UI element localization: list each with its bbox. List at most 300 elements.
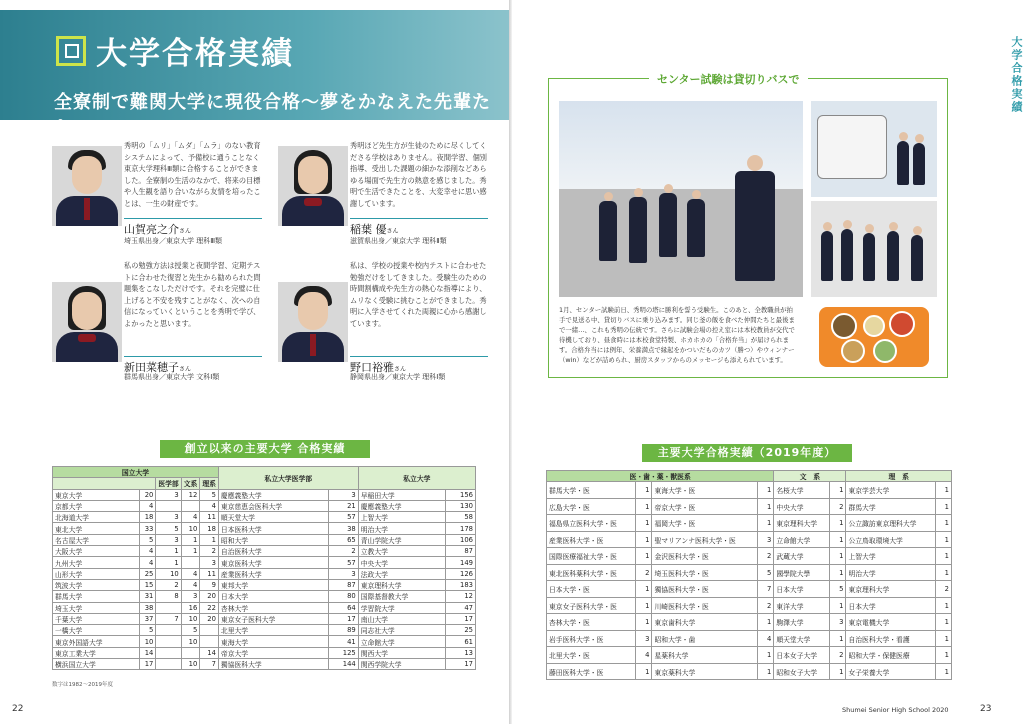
- table-row: [547, 515, 952, 532]
- table-cell: 1: [636, 482, 652, 499]
- table-cell: 東京女子医科大学: [218, 613, 328, 624]
- table-cell: 明治大学: [358, 523, 445, 534]
- table-row: [547, 531, 952, 548]
- table-cell: 7: [758, 581, 774, 598]
- table-cell: 87: [328, 579, 358, 590]
- table-cell: 昭和大学・保健医療: [846, 647, 936, 664]
- table-cell: 川崎医科大学・医: [652, 597, 758, 614]
- table-cell: 17: [446, 659, 476, 670]
- table-cell: 岩手医科大学・医: [547, 630, 636, 647]
- table-cell: 昭和大学: [218, 534, 328, 545]
- student-photo-4: [278, 282, 348, 362]
- title-banner: [0, 10, 512, 139]
- table-cell: 1: [636, 531, 652, 548]
- table-cell: 5: [758, 564, 774, 581]
- table-cell: 北里大学: [218, 625, 328, 636]
- table-cell: 10: [181, 523, 200, 534]
- table-cell: 2: [156, 579, 181, 590]
- table-cell: 10: [181, 659, 200, 670]
- table-cell: [156, 500, 181, 511]
- table-cell: 東海大学: [218, 636, 328, 647]
- table-cell: 千葉大学: [53, 613, 140, 624]
- table-row: [53, 512, 476, 523]
- table-cell: 東京工業大学: [53, 647, 140, 658]
- table-cell: [200, 625, 219, 636]
- table-cell: 横浜国立大学: [53, 659, 140, 670]
- table-cell: 北里大学・医: [547, 647, 636, 664]
- table-cell: 4: [200, 500, 219, 511]
- table-row: [547, 498, 952, 515]
- table-cell: 130: [446, 500, 476, 511]
- student-photo-3: [52, 282, 122, 362]
- table-cell: 1: [636, 581, 652, 598]
- table-cell: 上智大学: [358, 512, 445, 523]
- table-cell: 3: [156, 534, 181, 545]
- table-cell: 33: [140, 523, 156, 534]
- table-cell: 12: [181, 489, 200, 500]
- table-cell: 20: [200, 591, 219, 602]
- table-cell: 3: [758, 531, 774, 548]
- 2019-results-table: [546, 470, 952, 680]
- table-row: [53, 602, 476, 613]
- table-cell: 7: [200, 659, 219, 670]
- table-row: [53, 659, 476, 670]
- table-cell: 8: [156, 591, 181, 602]
- table-cell: 1: [636, 498, 652, 515]
- table-cell: 大阪大学: [53, 546, 140, 557]
- table-cell: 1: [936, 647, 952, 664]
- sub-header-lit: 文系: [181, 478, 200, 489]
- table-cell: 1: [830, 663, 846, 680]
- table-cell: 10: [181, 636, 200, 647]
- table-cell: 中央大学: [774, 498, 830, 515]
- table-cell: 106: [446, 534, 476, 545]
- table-cell: 杏林大学: [218, 602, 328, 613]
- table-cell: 自治医科大学: [218, 546, 328, 557]
- photo-description: 1月、センター試験前日、秀明の塔に勝利を誓う受験生。このあと、全教職員が拍手で見送る中、貸切りバスに乗り込みます。同じ釜の飯を食べた仲間たちと最後まで一緒…、これも秀明の伝統です。さらに試験会場の控え室には本校教員が交代で待機しており、昼食時には本校食堂特製、ホカホカの「合格弁当」が届けられます。合格弁当には例年、栄養満点で縁起をかついだものカツ（勝つ）やウィンナー（win）などが詰められ、厨房スタッフからのメッセージも添えられています。: [559, 306, 795, 364]
- table-cell: 149: [446, 557, 476, 568]
- page-title: 大学合格実績: [96, 36, 294, 72]
- table-cell: 関西学院大学: [358, 659, 445, 670]
- table-cell: 武蔵大学: [774, 548, 830, 565]
- table-cell: 1: [156, 557, 181, 568]
- table-cell: 1: [636, 515, 652, 532]
- sub-header-sci: 理系: [200, 478, 219, 489]
- photo-lunch-tray: [811, 301, 937, 371]
- table-cell: 1: [936, 515, 952, 532]
- table-cell: 1: [830, 531, 846, 548]
- table-row: [547, 564, 952, 581]
- table-cell: 37: [140, 613, 156, 624]
- table-cell: 中央大学: [358, 557, 445, 568]
- table-cell: 21: [328, 500, 358, 511]
- table-cell: 東京電機大学: [846, 614, 936, 631]
- table-cell: 埼玉医科大学・医: [652, 564, 758, 581]
- table-cell: 17: [140, 659, 156, 670]
- photo-bus: [811, 101, 937, 197]
- table-cell: 明治大学: [846, 564, 936, 581]
- table-cell: [200, 636, 219, 647]
- table-cell: 1: [636, 597, 652, 614]
- table-cell: 18: [140, 512, 156, 523]
- table-cell: 1: [181, 546, 200, 557]
- table-row: [53, 500, 476, 511]
- table-cell: 順天堂大学: [774, 630, 830, 647]
- table-note: 数字は1982〜2019年度: [52, 682, 113, 688]
- table-cell: 12: [446, 591, 476, 602]
- photo-students-cheering: [559, 101, 803, 297]
- table-cell: 5: [140, 534, 156, 545]
- table-cell: 17: [328, 613, 358, 624]
- recent-table-title: 主要大学合格実績（2019年度）: [642, 444, 852, 462]
- table-row: [547, 548, 952, 565]
- table-cell: 20: [200, 613, 219, 624]
- table-cell: 1: [636, 548, 652, 565]
- table-cell: 1: [936, 482, 952, 499]
- table-row: [547, 663, 952, 680]
- table-cell: 1: [830, 515, 846, 532]
- table-cell: 産業医科大学・医: [547, 531, 636, 548]
- table-cell: 1: [936, 498, 952, 515]
- right-page: [512, 0, 1024, 724]
- table-cell: 東京医科大学: [218, 557, 328, 568]
- student-origin-3: 群馬県出身／東京大学 文科Ⅰ類: [124, 373, 220, 381]
- table-cell: 東北大学: [53, 523, 140, 534]
- table-cell: 178: [446, 523, 476, 534]
- page-number-right: 23: [980, 704, 992, 714]
- table-cell: 獨協医科大学・医: [652, 581, 758, 598]
- table-cell: 156: [446, 489, 476, 500]
- table-cell: 4: [636, 647, 652, 664]
- table-cell: 山形大学: [53, 568, 140, 579]
- table-cell: 群馬大学: [846, 498, 936, 515]
- table-cell: 公立鳥取環境大学: [846, 531, 936, 548]
- student-origin-4: 静岡県出身／東京大学 理科Ⅰ類: [350, 373, 446, 381]
- student-name-3: 新田菜穂子さん: [124, 356, 262, 375]
- table-cell: 1: [636, 663, 652, 680]
- table-cell: 183: [446, 579, 476, 590]
- table-cell: 東京学芸大学: [846, 482, 936, 499]
- table-cell: 日本大学・医: [547, 581, 636, 598]
- table-cell: 1: [936, 663, 952, 680]
- table-cell: 4: [140, 500, 156, 511]
- table-cell: 獨協医科大学: [218, 659, 328, 670]
- table-cell: 1: [758, 647, 774, 664]
- table-cell: 3: [830, 614, 846, 631]
- table-cell: 2: [636, 564, 652, 581]
- table-cell: 東海大学・医: [652, 482, 758, 499]
- table-cell: 2: [328, 546, 358, 557]
- table-cell: 自治医科大学・看護: [846, 630, 936, 647]
- table-cell: [181, 557, 200, 568]
- page-number-left: 22: [12, 704, 24, 714]
- table-cell: 4: [140, 557, 156, 568]
- table-cell: 筑波大学: [53, 579, 140, 590]
- table-cell: 立教大学: [358, 546, 445, 557]
- student-comment-1: 秀明の「ムリ」「ムダ」「ムラ」のない教育システムによって、予備校に通うことなく東京大学理科Ⅲ類に合格することができました。全寮制の生活のなかで、将来の目標や人生観を語り合いながら友情を培ったことは、一生の財産です。: [124, 141, 261, 208]
- table-cell: 5: [181, 625, 200, 636]
- table-cell: 11: [200, 568, 219, 579]
- table-cell: 名古屋大学: [53, 534, 140, 545]
- table-cell: 昭和大学・歯: [652, 630, 758, 647]
- student-name-2: 稲葉 優さん: [350, 218, 488, 237]
- table-cell: 57: [328, 557, 358, 568]
- table-cell: 群馬大学・医: [547, 482, 636, 499]
- national-univ-header: 国立大学: [53, 467, 219, 478]
- student-comment-4: 私は、学校の授業や校内テストに合わせた勉強だけをしてきました。受験生のための時間割構成や先生方の熱心な指導により、ムリなく受験に挑むことができました。秀明に入学させてくれた両親に心から感謝しています。: [350, 261, 487, 328]
- table-cell: 1: [758, 498, 774, 515]
- table-cell: 一橋大学: [53, 625, 140, 636]
- table-cell: 1: [636, 614, 652, 631]
- table-cell: 東京薬科大学: [652, 663, 758, 680]
- table-row: [53, 568, 476, 579]
- table-cell: 1: [830, 597, 846, 614]
- table-row: [53, 579, 476, 590]
- table-cell: 4: [181, 568, 200, 579]
- table-cell: 7: [156, 613, 181, 624]
- table-cell: 16: [181, 602, 200, 613]
- table-cell: 2: [758, 597, 774, 614]
- table-cell: 東京女子医科大学・医: [547, 597, 636, 614]
- table-cell: 18: [200, 523, 219, 534]
- table-cell: 関西大学: [358, 647, 445, 658]
- table-row: [53, 523, 476, 534]
- table-cell: 2: [936, 581, 952, 598]
- table-cell: 東京理科大学: [774, 515, 830, 532]
- table-row: [53, 613, 476, 624]
- table-cell: 3: [328, 568, 358, 579]
- table-cell: 学習院大学: [358, 602, 445, 613]
- private-univ-header: 私立大学: [358, 467, 475, 490]
- table-cell: [156, 647, 181, 658]
- table-cell: 国際基督教大学: [358, 591, 445, 602]
- table-cell: 125: [328, 647, 358, 658]
- table-row: [547, 630, 952, 647]
- table-cell: 1: [936, 548, 952, 565]
- table-cell: 11: [200, 512, 219, 523]
- table-cell: 聖マリアンナ医科大学・医: [652, 531, 758, 548]
- table-cell: 女子栄養大学: [846, 663, 936, 680]
- table-row: [53, 534, 476, 545]
- table-cell: 5: [200, 489, 219, 500]
- table-cell: 1: [830, 548, 846, 565]
- student-origin-1: 埼玉県出身／東京大学 理科Ⅲ類: [124, 237, 223, 245]
- table-row: [547, 482, 952, 499]
- table-cell: 3: [636, 630, 652, 647]
- table-cell: 東京慈恵会医科大学: [218, 500, 328, 511]
- table-cell: 14: [140, 647, 156, 658]
- side-tab: 大学合格実績: [1002, 30, 1024, 140]
- table-cell: 日本女子大学: [774, 647, 830, 664]
- table-cell: 立命館大学: [774, 531, 830, 548]
- table-cell: 1: [758, 515, 774, 532]
- table-cell: 80: [328, 591, 358, 602]
- table-cell: 上智大学: [846, 548, 936, 565]
- table-cell: [181, 500, 200, 511]
- table-cell: 2: [830, 498, 846, 515]
- table-cell: 順天堂大学: [218, 512, 328, 523]
- table-cell: 61: [446, 636, 476, 647]
- table-cell: 5: [140, 625, 156, 636]
- table-cell: 25: [446, 625, 476, 636]
- table-cell: 立命館大学: [358, 636, 445, 647]
- table-cell: 10: [156, 568, 181, 579]
- table-cell: 1: [830, 564, 846, 581]
- table-cell: 慶應義塾大学: [358, 500, 445, 511]
- table-cell: 1: [936, 531, 952, 548]
- table-cell: 東京外国語大学: [53, 636, 140, 647]
- student-comment-2: 秀明ほど先生方が生徒のために尽くしてくださる学校はありません。夜間学習、個別指導、受出した課題の細かな添削などあらゆる場面で先生方の熱意を感じました。秀明で生活できたことを、大変幸せに思い感謝しています。: [350, 141, 487, 208]
- table-cell: 3: [181, 591, 200, 602]
- table-cell: 1: [758, 663, 774, 680]
- table-cell: 杏林大学・医: [547, 614, 636, 631]
- table-cell: 14: [200, 647, 219, 658]
- table-cell: 日本医科大学: [218, 523, 328, 534]
- table-cell: 星薬科大学: [652, 647, 758, 664]
- table-cell: 41: [328, 636, 358, 647]
- table-row: [547, 581, 952, 598]
- table-cell: 1: [156, 546, 181, 557]
- all-time-results-table: [52, 466, 476, 670]
- table-cell: 金沢医科大学・医: [652, 548, 758, 565]
- all-time-table-title: 創立以来の主要大学 合格実績: [160, 440, 370, 458]
- table-row: [53, 647, 476, 658]
- table-cell: 2: [200, 546, 219, 557]
- table-cell: 2: [830, 647, 846, 664]
- table-cell: 福島県立医科大学・医: [547, 515, 636, 532]
- table-cell: 3: [328, 489, 358, 500]
- table-cell: 東京大学: [53, 489, 140, 500]
- footer-school-name: Shumei Senior High School 2020: [842, 706, 949, 714]
- table-cell: 17: [446, 613, 476, 624]
- table-cell: 4: [181, 579, 200, 590]
- table-cell: 南山大学: [358, 613, 445, 624]
- photo-box: [548, 73, 948, 378]
- student-name-4: 野口裕雅さん: [350, 356, 488, 375]
- table-cell: 駒澤大学: [774, 614, 830, 631]
- table-cell: 帝京大学・医: [652, 498, 758, 515]
- table-cell: 日本大学: [774, 581, 830, 598]
- table-cell: 1: [936, 597, 952, 614]
- med-header: 医・歯・薬・獣医系: [547, 471, 774, 482]
- table-cell: 4: [758, 630, 774, 647]
- table-cell: 東洋大学: [774, 597, 830, 614]
- table-cell: 2: [758, 548, 774, 565]
- table-cell: 同志社大学: [358, 625, 445, 636]
- table-cell: 埼玉大学: [53, 602, 140, 613]
- table-cell: 京都大学: [53, 500, 140, 511]
- table-cell: 九州大学: [53, 557, 140, 568]
- table-cell: 31: [140, 591, 156, 602]
- table-cell: [156, 602, 181, 613]
- table-cell: 北海道大学: [53, 512, 140, 523]
- table-row: [53, 489, 476, 500]
- page-subtitle: 全寮制で難関大学に現役合格〜夢をかなえた先輩たち〜: [54, 92, 491, 139]
- table-cell: 1: [758, 482, 774, 499]
- table-cell: 3: [156, 512, 181, 523]
- private-med-header: 私立大学医学部: [218, 467, 358, 490]
- table-cell: 47: [446, 602, 476, 613]
- photo-students-walking: [811, 201, 937, 297]
- table-cell: 58: [446, 512, 476, 523]
- table-cell: 日本大学: [846, 597, 936, 614]
- table-cell: 38: [140, 602, 156, 613]
- table-cell: 15: [140, 579, 156, 590]
- student-photo-2: [278, 146, 348, 226]
- table-cell: 国際医療福祉大学・医: [547, 548, 636, 565]
- table-cell: 3: [156, 489, 181, 500]
- student-name-1: 山賀亮之介さん: [124, 218, 262, 237]
- table-cell: 群馬大学: [53, 591, 140, 602]
- table-cell: [181, 647, 200, 658]
- table-cell: 1: [830, 630, 846, 647]
- table-cell: 9: [200, 579, 219, 590]
- table-cell: 東邦大学: [218, 579, 328, 590]
- table-row: [53, 591, 476, 602]
- student-photo-1: [52, 146, 122, 226]
- table-cell: 1: [830, 482, 846, 499]
- table-cell: 東京理科大学: [358, 579, 445, 590]
- table-cell: 1: [936, 630, 952, 647]
- table-row: [53, 636, 476, 647]
- sci-header: 理 系: [846, 471, 952, 482]
- table-cell: 東北医科薬科大学・医: [547, 564, 636, 581]
- table-cell: 産業医科大学: [218, 568, 328, 579]
- table-cell: 87: [446, 546, 476, 557]
- table-cell: 慶應義塾大学: [218, 489, 328, 500]
- table-row: [53, 625, 476, 636]
- table-row: [547, 614, 952, 631]
- table-cell: 57: [328, 512, 358, 523]
- table-cell: 5: [156, 523, 181, 534]
- table-row: [547, 647, 952, 664]
- table-cell: 1: [181, 534, 200, 545]
- lit-header: 文 系: [774, 471, 846, 482]
- student-origin-2: 滋賀県出身／東京大学 理科Ⅱ類: [350, 237, 447, 245]
- table-cell: 昭和女子大学: [774, 663, 830, 680]
- table-cell: 1: [200, 534, 219, 545]
- table-cell: 144: [328, 659, 358, 670]
- table-cell: 1: [936, 614, 952, 631]
- table-cell: 公立諏訪東京理科大学: [846, 515, 936, 532]
- table-cell: 1: [758, 614, 774, 631]
- photo-caption: センター試験は貸切りバスで: [649, 71, 808, 87]
- table-cell: 20: [140, 489, 156, 500]
- table-cell: 名桜大学: [774, 482, 830, 499]
- table-cell: 13: [446, 647, 476, 658]
- table-row: [53, 557, 476, 568]
- table-cell: 広島大学・医: [547, 498, 636, 515]
- table-cell: 10: [181, 613, 200, 624]
- table-cell: 25: [140, 568, 156, 579]
- table-cell: 3: [200, 557, 219, 568]
- table-cell: 國學院大學: [774, 564, 830, 581]
- table-cell: 福岡大学・医: [652, 515, 758, 532]
- table-cell: 22: [200, 602, 219, 613]
- table-cell: 4: [140, 546, 156, 557]
- title-square-inner-icon: [65, 44, 79, 58]
- table-cell: 藤田医科大学・医: [547, 663, 636, 680]
- table-cell: 帝京大学: [218, 647, 328, 658]
- table-cell: [156, 636, 181, 647]
- table-cell: 1: [936, 564, 952, 581]
- table-cell: 日本大学: [218, 591, 328, 602]
- sub-header-med: 医学部: [156, 478, 181, 489]
- table-cell: 4: [181, 512, 200, 523]
- table-cell: 東京歯科大学: [652, 614, 758, 631]
- table-cell: 5: [830, 581, 846, 598]
- table-cell: 早稲田大学: [358, 489, 445, 500]
